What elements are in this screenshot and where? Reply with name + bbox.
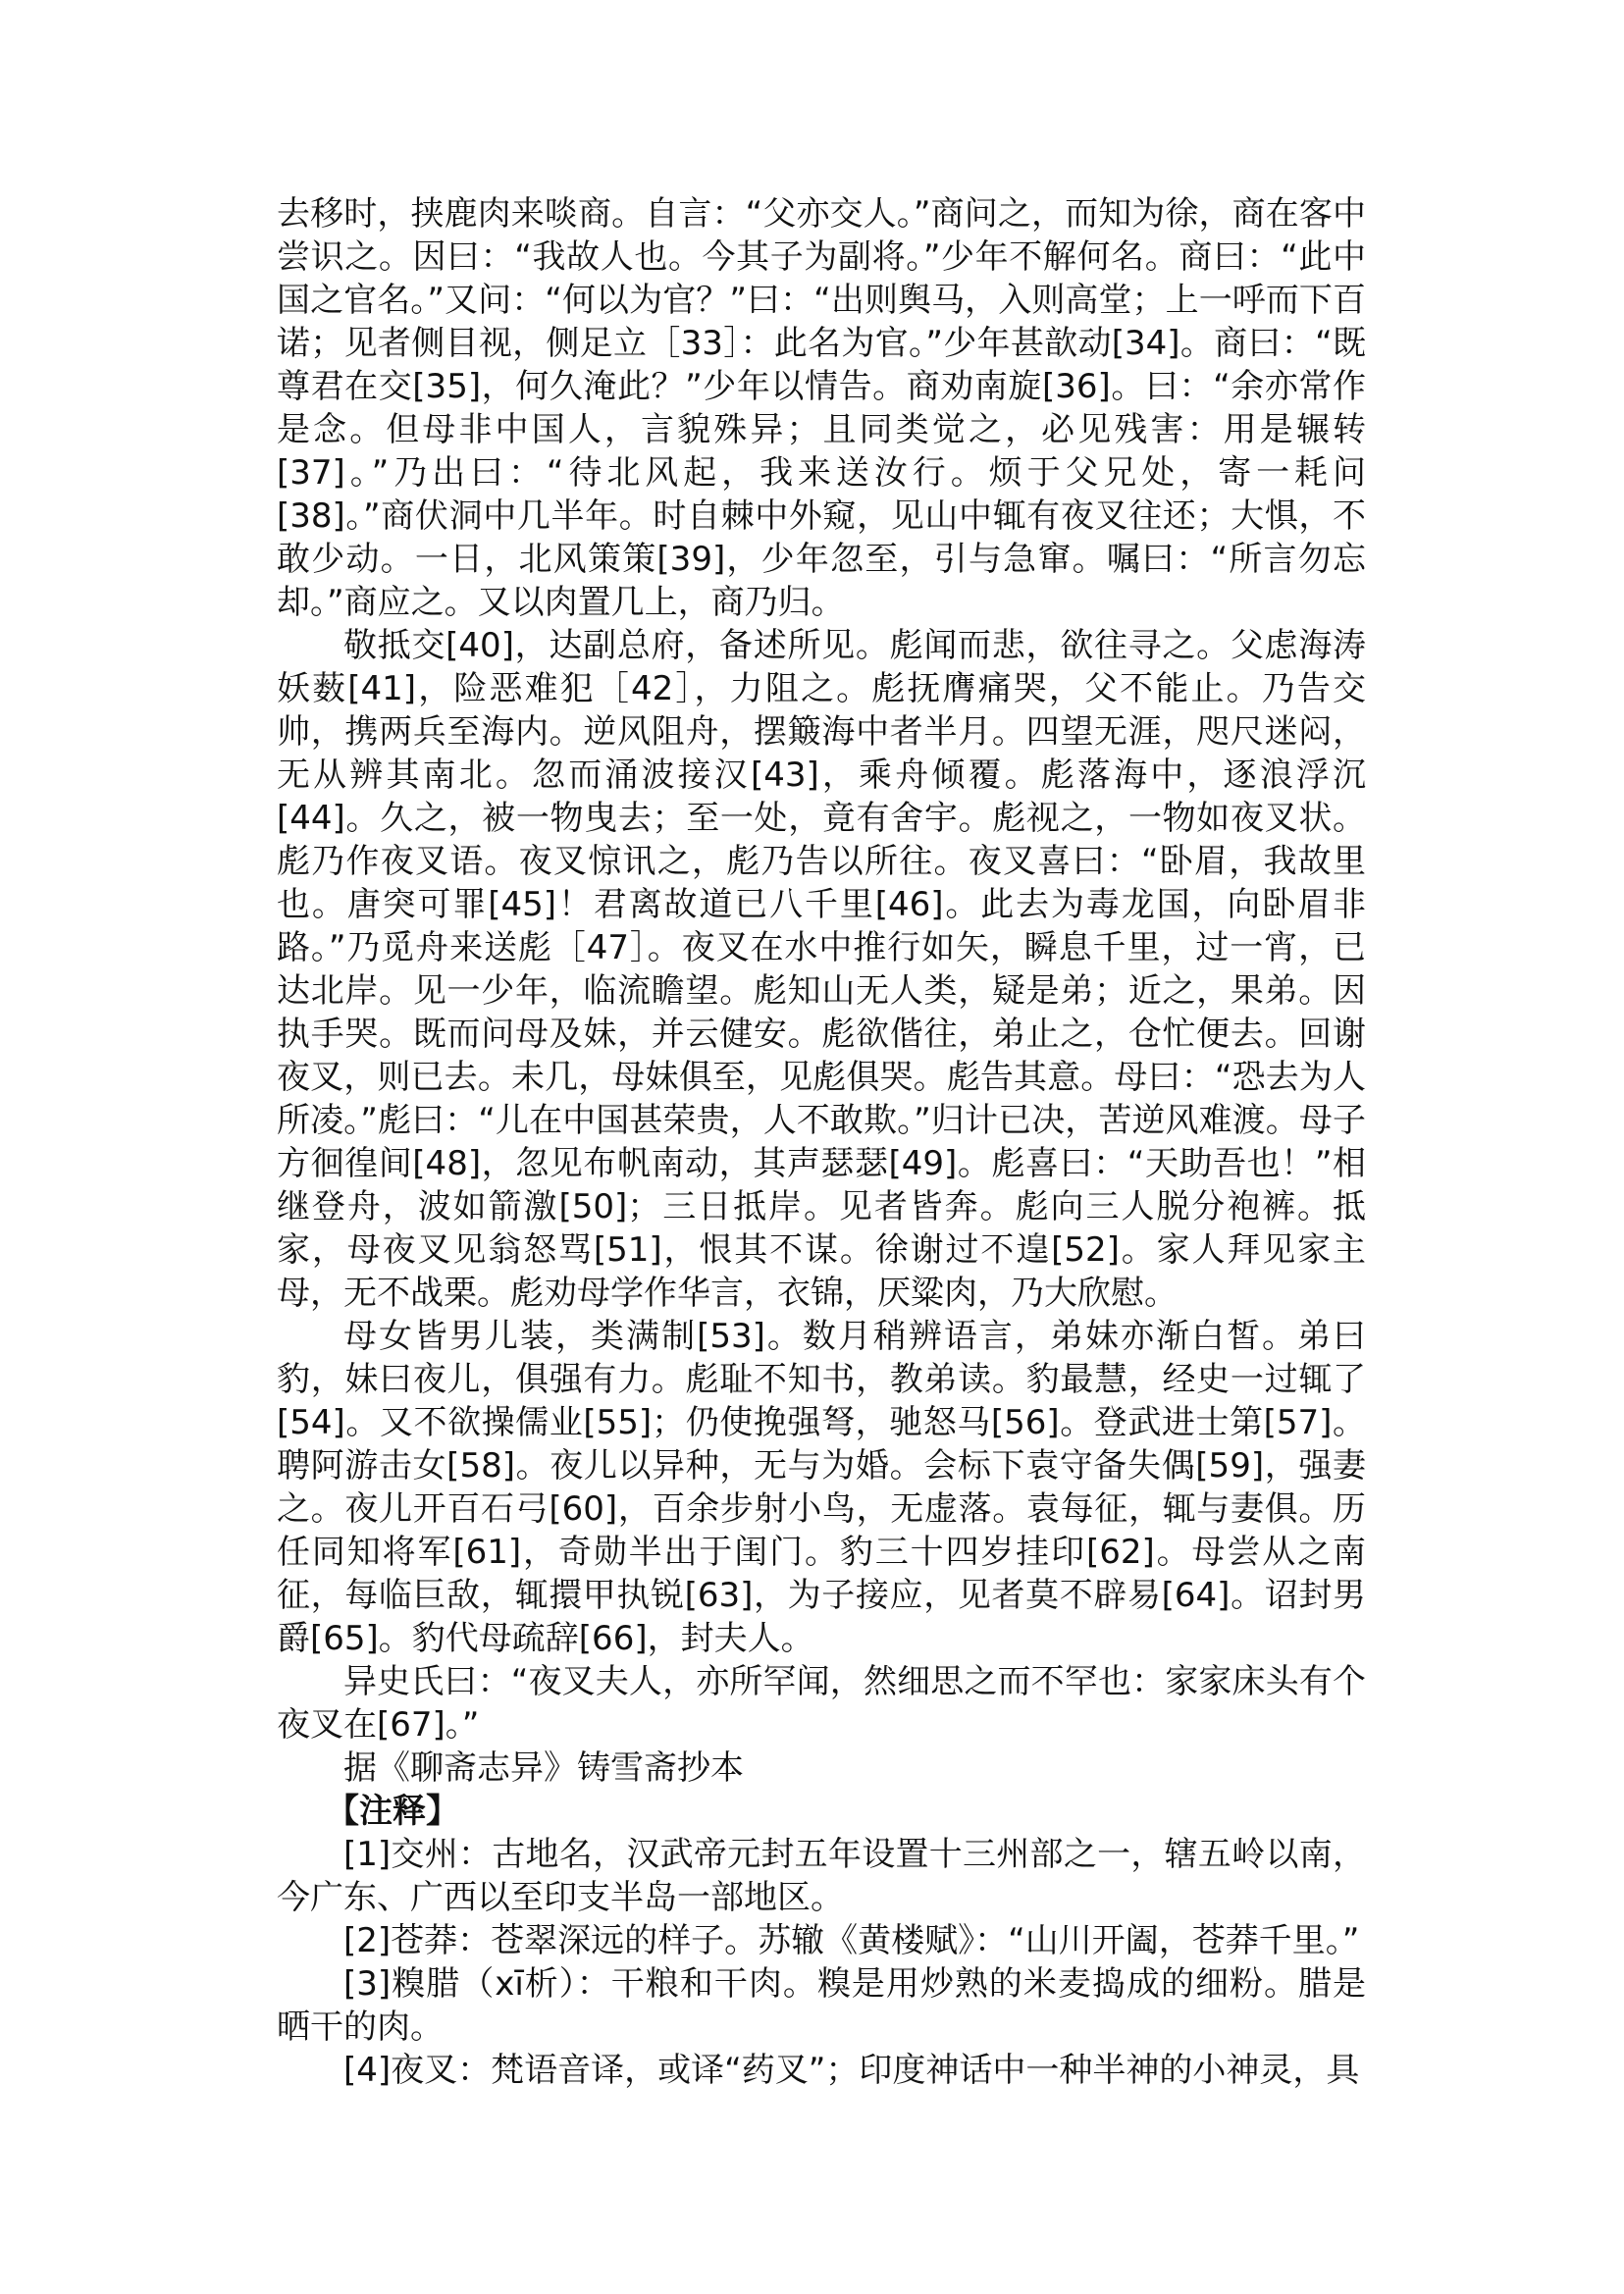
note-item-1: [1]交州：古地名，汉武帝元封五年设置十三州部之一，辖五岭以南，今广东、广西以至印支半岛一部地区。: [277, 1835, 1366, 1917]
paragraph-2: 敬抵交[40]，达副总府，备述所见。彪闻而悲，欲往寻之。父虑海涛妖薮[41]，险恶难犯［42］，力阻之。彪抚膺痛哭，父不能止。乃告交帅，携两兵至海内。逆风阻舟，摆簸海中者半月。四望无涯，咫尺迷闷，无从辨其南北。忽而涌波接汉[43]，乘舟倾覆。彪落海中，逐浪浮沉[44]。久之，被一物曳去；至一处，竟有舍宇。彪视之，一物如夜叉状。彪乃作夜叉语。夜叉惊讯之，彪乃告以所往。夜叉喜曰：“卧眉，我故里也。唐突可罪[45]！君离故道已八千里[46]。此去为毒龙国，向卧眉非路。”乃觅舟来送彪［47］。夜叉在水中推行如矢，瞬息千里，过一宵，已达北岸。见一少年，临流瞻望。彪知山无人类，疑是弟；近之，果弟。因执手哭。既而问母及妹，并云健安。彪欲偕往，弟止之，仓忙便去。回谢夜叉，则已去。未几，母妹俱至，见彪俱哭。彪告其意。母曰：“恐去为人所凌。”彪曰：“儿在中国甚荣贵，人不敢欺。”归计已决，苦逆风难渡。母子方徊徨间[48]，忽见布帆南动，其声瑟瑟[49]。彪喜曰：“天助吾也！”相继登舟，波如箭激[50]；三日抵岸。见者皆奔。彪向三人脱分袍裤。抵家，母夜叉见翁怒骂[51]，恨其不谋。徐谢过不遑[52]。家人拜见家主母，无不战栗。彪劝母学作华言，衣锦，厌粱肉，乃大欣慰。: [277, 626, 1366, 1313]
paragraph-1: 去移时，挟鹿肉来啖商。自言：“父亦交人。”商问之，而知为徐，商在客中尝识之。因曰：“我故人也。今其子为副将。”少年不解何名。商曰：“此中国之官名。”又问：“何以为官？”曰：“出则舆马，入则高堂；上一呼而下百诺；见者侧目视，侧足立［33］：此名为官。”少年甚歆动[34]。商曰：“既尊君在交[35]，何久淹此？”少年以情告。商劝南旋[36]。曰：“余亦常作是念。但母非中国人，言貌殊异；且同类觉之，必见残害：用是辗转[37]。”乃出曰：“待北风起，我来送汝行。烦于父兄处，寄一耗问[38]。”商伏洞中几半年。时自棘中外窥，见山中辄有夜叉往还；大惧，不敢少动。一日，北风策策[39]，少年忽至，引与急窜。嘱曰：“所言勿忘却。”商应之。又以肉置几上，商乃归。: [277, 194, 1366, 622]
note-item-3: [3]糗腊（xī析）：干粮和干肉。糗是用炒熟的米麦捣成的细粉。腊是晒干的肉。: [277, 1964, 1366, 2047]
source-line: 据《聊斋志异》铸雪斋抄本: [343, 1748, 744, 1788]
note-item-4: [4]夜叉：梵语音译，或译“药叉”；印度神话中一种半神的小神灵，具: [343, 2051, 1360, 2090]
notes-heading: 【注释】: [326, 1792, 459, 1831]
document-page: [277, 192, 1366, 2092]
paragraph-commentary: 异史氏曰：“夜叉夫人，亦所罕闻，然细思之而不罕也：家家床头有个夜叉在[67]。”: [277, 1662, 1366, 1745]
paragraph-3: 母女皆男儿装，类满制[53]。数月稍辨语言，弟妹亦渐白皙。弟曰豹，妹曰夜儿，俱强有力。彪耻不知书，教弟读。豹最慧，经史一过辄了[54]。又不欲操儒业[55]；仍使挽强弩，驰怒马[56]。登武进士第[57]。聘阿游击女[58]。夜儿以异种，无与为婚。会标下袁守备失偶[59]，强妻之。夜儿开百石弓[60]，百余步射小鸟，无虚落。袁每征，辄与妻俱。历任同知将军[61]，奇勋半出于闺门。豹三十四岁挂印[62]。母尝从之南征，每临巨敌，辄擐甲执锐[63]，为子接应，见者莫不辟易[64]。诏封男爵[65]。豹代母疏辞[66]，封夫人。: [277, 1317, 1366, 1658]
note-item-2: [2]苍莽：苍翠深远的样子。苏辙《黄楼赋》：“山川开阖，苍莽千里。”: [343, 1921, 1360, 1960]
